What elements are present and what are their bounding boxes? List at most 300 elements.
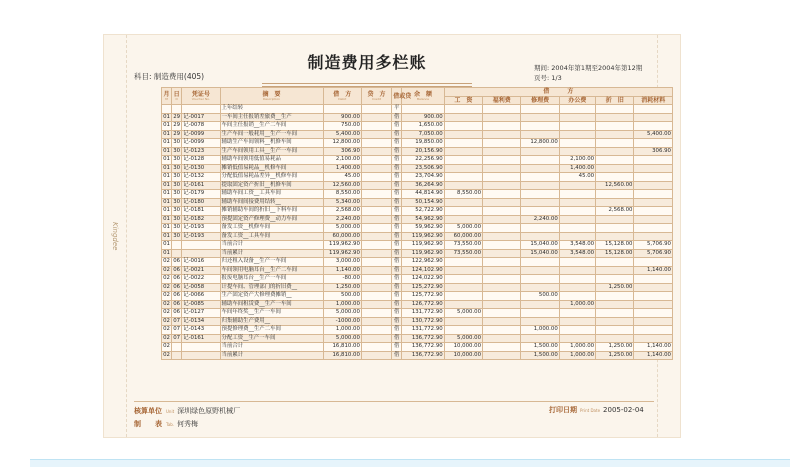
cell-repair: 2,240.00 (521, 215, 559, 224)
cell-office (559, 215, 595, 224)
cell-description: 报废电脑耳台__生产一车间 (220, 275, 323, 284)
cell-description: 上年结转 (220, 105, 323, 114)
cell-debit: -1000.00 (323, 317, 361, 326)
table-row (162, 292, 673, 301)
cell-month: 02 (163, 343, 170, 349)
cell-debit: 1,000.00 (323, 326, 361, 335)
table-row (162, 326, 673, 335)
cell-credit (361, 181, 391, 190)
cell-materials: 1,140.00 (634, 351, 673, 360)
cell-wages: 10,000.00 (444, 343, 482, 352)
cell-welfare (483, 156, 521, 165)
cell-month: 01 (163, 156, 170, 162)
cell-credit (361, 105, 391, 114)
cell-month: 01 (163, 113, 170, 120)
cell-credit (361, 266, 391, 275)
cell-dc: 借 (392, 156, 402, 165)
cell-repair (521, 156, 559, 165)
cell-wages (444, 292, 482, 301)
cell-debit (323, 105, 361, 114)
cell-office: 1,000.00 (559, 351, 595, 360)
cell-day: 30 (173, 198, 181, 205)
cell-day: 06 (173, 309, 181, 315)
cell-welfare (483, 309, 521, 318)
cell-voucher: 记-0181 (182, 207, 220, 216)
title-box (262, 44, 472, 87)
cell-voucher: 记-0143 (182, 326, 220, 335)
cell-dc: 借 (392, 300, 402, 309)
table-row (162, 122, 673, 131)
cell-wages (444, 156, 482, 165)
cell-credit (361, 215, 391, 224)
cell-repair (521, 207, 559, 216)
cell-debit: 750.00 (323, 122, 361, 131)
table-row (162, 317, 673, 326)
cell-materials (634, 317, 673, 326)
table-row (162, 232, 673, 241)
ledger-body (162, 105, 673, 360)
cell-repair (521, 113, 559, 122)
cell-month: 01 (163, 139, 170, 145)
cell-office (559, 275, 595, 284)
cell-voucher: 记-0127 (182, 309, 220, 318)
cell-welfare (483, 249, 521, 258)
cell-credit (361, 258, 391, 267)
cell-month: 02 (163, 326, 170, 332)
cell-repair (521, 164, 559, 173)
col-day: 日 D (172, 88, 182, 105)
col-wages: 工 资 (444, 96, 482, 105)
table-row (162, 207, 673, 216)
col-balance: 余 额 Balance (402, 88, 444, 105)
cell-balance: 7,050.00 (402, 130, 444, 139)
cell-wages (444, 266, 482, 275)
period-value: 2004年第1期至2004年第12期 (551, 64, 643, 72)
cell-depreciation (596, 258, 634, 267)
cell-materials (634, 334, 673, 343)
cell-balance: 136,772.90 (402, 351, 444, 360)
cell-debit: 119,962.90 (323, 241, 361, 250)
cell-credit (361, 300, 391, 309)
period-block (534, 63, 642, 83)
cell-month: 02 (163, 309, 170, 315)
cell-welfare (483, 317, 521, 326)
print-date-label: 打印日期 (549, 406, 577, 414)
cell-office (559, 139, 595, 148)
cell-materials (634, 232, 673, 241)
cell-description: 备发工资__机修车间 (220, 224, 323, 233)
cell-depreciation: 1,250.00 (596, 283, 634, 292)
maker-en-label: Tab. (166, 422, 175, 427)
table-row (162, 105, 673, 114)
cell-depreciation: 12,560.00 (596, 181, 634, 190)
cell-description: 当前合计 (220, 343, 323, 352)
left-perforation-strip (104, 35, 127, 437)
cell-description: 计提车间、管理部门的折旧费__ (220, 283, 323, 292)
cell-month: 01 (163, 122, 170, 128)
cell-balance: 900.00 (402, 113, 444, 122)
cell-dc: 借 (392, 292, 402, 301)
cell-debit: 5,400.00 (323, 130, 361, 139)
cell-credit (361, 139, 391, 148)
cell-balance (402, 105, 444, 114)
cell-description: 归还租入设备__生产一车间 (220, 258, 323, 267)
cell-month: 02 (163, 334, 170, 341)
cell-welfare (483, 147, 521, 156)
page-value: 1/3 (551, 74, 562, 82)
cell-materials (634, 207, 673, 216)
cell-office (559, 326, 595, 335)
cell-month: 01 (163, 215, 170, 222)
cell-depreciation: 15,128.00 (596, 241, 634, 250)
cell-repair (521, 105, 559, 114)
cell-dc: 借 (392, 207, 402, 216)
cell-depreciation (596, 173, 634, 182)
cell-description: 分配低值易耗品差异__机修车间 (220, 173, 323, 182)
cell-wages: 10,000.00 (444, 351, 482, 360)
cell-month: 02 (163, 317, 170, 324)
cell-office: 45.00 (559, 173, 595, 182)
cell-debit: 1,400.00 (323, 164, 361, 173)
cell-day: 29 (173, 130, 181, 137)
cell-voucher: 记-0182 (182, 215, 220, 224)
cell-credit (361, 232, 391, 241)
cell-depreciation (596, 164, 634, 173)
cell-welfare (483, 173, 521, 182)
cell-wages (444, 258, 482, 267)
cell-wages (444, 147, 482, 156)
cell-balance: 36,264.90 (402, 181, 444, 190)
cell-month: 01 (163, 249, 170, 256)
cell-description: 当前累计 (220, 249, 323, 258)
table-row (162, 309, 673, 318)
period-line (534, 63, 642, 73)
cell-office (559, 292, 595, 301)
cell-day (172, 343, 182, 352)
cell-wages (444, 326, 482, 335)
bottom-band (30, 459, 790, 467)
cell-voucher (182, 249, 220, 258)
cell-month: 02 (163, 266, 170, 273)
cell-depreciation: 15,128.00 (596, 249, 634, 258)
cell-wages (444, 173, 482, 182)
cell-repair: 15,040.00 (521, 249, 559, 258)
cell-balance: 59,962.90 (402, 224, 444, 233)
cell-debit: 5,000.00 (323, 224, 361, 233)
cell-day: 30 (173, 207, 181, 213)
cell-welfare (483, 351, 521, 360)
cell-office (559, 130, 595, 139)
cell-month: 01 (163, 207, 170, 213)
cell-welfare (483, 326, 521, 335)
cell-balance: 19,850.00 (402, 139, 444, 148)
cell-debit: 12,800.00 (323, 139, 361, 148)
cell-repair: 1,000.00 (521, 326, 559, 335)
cell-day: 06 (173, 266, 181, 273)
cell-debit: 2,100.00 (323, 156, 361, 165)
cell-debit: 500.00 (323, 292, 361, 301)
cell-wages (444, 113, 482, 122)
unit-line (134, 405, 240, 418)
cell-month: 01 (163, 241, 170, 247)
cell-materials (634, 215, 673, 224)
cell-materials (634, 275, 673, 284)
cell-balance: 124,102.90 (402, 266, 444, 275)
brand-logo: Kingdee (111, 221, 119, 251)
cell-depreciation (596, 122, 634, 131)
cell-voucher: 记-0017 (182, 113, 220, 122)
cell-description: 车间领用电脑耳台__生产二车间 (220, 266, 323, 275)
cell-description: 生产固定资产大修理费摊销__ (220, 292, 323, 301)
maker-label: 制 表 (134, 420, 162, 428)
cell-month: 01 (163, 224, 170, 230)
cell-debit: 45.00 (323, 173, 361, 182)
cell-day: 29 (173, 113, 181, 120)
table-row (162, 113, 673, 122)
cell-month: 01 (163, 190, 170, 196)
cell-welfare (483, 292, 521, 301)
table-row (162, 130, 673, 139)
ledger-header (162, 88, 673, 105)
table-row (162, 258, 673, 267)
cell-repair (521, 283, 559, 292)
cell-depreciation (596, 139, 634, 148)
cell-welfare (483, 207, 521, 216)
cell-depreciation (596, 300, 634, 309)
table-row (162, 173, 673, 182)
cell-dc: 借 (392, 147, 402, 156)
cell-welfare (483, 334, 521, 343)
cell-materials (634, 309, 673, 318)
cell-credit (361, 343, 391, 352)
cell-credit (361, 113, 391, 122)
cell-balance: 52,722.90 (402, 207, 444, 216)
cell-materials (634, 224, 673, 233)
cell-office: 1,400.00 (559, 164, 595, 173)
cell-materials (634, 292, 673, 301)
cell-debit: 2,568.00 (323, 207, 361, 216)
cell-balance: 119,962.90 (402, 249, 444, 258)
cell-credit (361, 156, 391, 165)
cell-debit: 60,000.00 (323, 232, 361, 241)
table-row (162, 241, 673, 250)
cell-office: 3,548.00 (559, 249, 595, 258)
cell-day: 30 (173, 190, 181, 196)
cell-description: 辅助车间间接费用结转__ (220, 198, 323, 207)
cell-voucher: 记-0085 (182, 300, 220, 309)
cell-credit (361, 275, 391, 284)
cell-repair (521, 300, 559, 309)
subject-line (134, 71, 204, 82)
cell-depreciation (596, 317, 634, 326)
cell-repair (521, 130, 559, 139)
cell-welfare (483, 113, 521, 122)
cell-dc: 借 (392, 266, 402, 275)
cell-depreciation (596, 326, 634, 335)
cell-depreciation (596, 275, 634, 284)
col-office: 办公费 (559, 96, 595, 105)
cell-materials (634, 181, 673, 190)
cell-debit: 306.90 (323, 147, 361, 156)
cell-materials (634, 105, 673, 114)
col-month: 月 M (162, 88, 172, 105)
unit-en-label: Unit (166, 409, 175, 414)
cell-materials (634, 258, 673, 267)
cell-balance: 20,156.90 (402, 147, 444, 156)
cell-day: 06 (173, 292, 181, 298)
unit-value: 深圳绿色原野机械厂 (177, 407, 241, 415)
cell-dc: 借 (392, 241, 402, 250)
cell-wages: 73,550.00 (444, 241, 482, 250)
cell-welfare (483, 198, 521, 207)
cell-welfare (483, 181, 521, 190)
cell-office (559, 258, 595, 267)
cell-balance: 124,022.90 (402, 275, 444, 284)
cell-description: 摊销辅助车间的折旧__下料车间 (220, 207, 323, 216)
table-row (162, 215, 673, 224)
cell-day: 07 (173, 326, 181, 332)
cell-credit (361, 241, 391, 250)
cell-debit: -80.00 (323, 275, 361, 284)
cell-welfare (483, 266, 521, 275)
cell-wages (444, 105, 482, 114)
cell-credit (361, 122, 391, 131)
cell-dc: 借 (392, 334, 402, 343)
cell-balance: 136,772.90 (402, 334, 444, 343)
cell-voucher: 记-0132 (182, 173, 220, 182)
cell-depreciation (596, 105, 634, 114)
maker-value: 何秀梅 (177, 420, 199, 428)
cell-office: 1,000.00 (559, 300, 595, 309)
ledger-table (161, 87, 673, 360)
cell-balance: 22,256.90 (402, 156, 444, 165)
cell-wages: 60,000.00 (444, 232, 482, 241)
cell-repair: 500.00 (521, 292, 559, 301)
cell-debit: 5,000.00 (323, 309, 361, 318)
cell-month: 02 (163, 283, 170, 290)
cell-debit: 119,962.90 (323, 249, 361, 258)
cell-materials: 5,400.00 (634, 130, 673, 139)
col-description: 摘 要 Description (220, 88, 323, 105)
cell-depreciation (596, 215, 634, 224)
cell-repair (521, 275, 559, 284)
cell-dc: 借 (392, 343, 402, 352)
cell-welfare (483, 215, 521, 224)
table-row (162, 147, 673, 156)
cell-repair: 12,800.00 (521, 139, 559, 148)
title-double-rule (262, 83, 472, 84)
col-dc: 借或贷 (392, 88, 402, 105)
cell-depreciation (596, 156, 634, 165)
cell-voucher: 记-0193 (182, 224, 220, 233)
cell-credit (361, 249, 391, 258)
cell-depreciation (596, 232, 634, 241)
cell-day: 30 (173, 139, 181, 145)
cell-month: 01 (163, 147, 170, 154)
table-row (162, 334, 673, 343)
cell-materials (634, 164, 673, 173)
cell-description: 归集辅助生产费用__ (220, 317, 323, 326)
cell-voucher: 记-0099 (182, 130, 220, 139)
cell-repair: 15,040.00 (521, 241, 559, 250)
cell-materials (634, 283, 673, 292)
cell-office (559, 113, 595, 122)
cell-credit (361, 283, 391, 292)
cell-day: 06 (173, 258, 181, 264)
cell-welfare (483, 224, 521, 233)
cell-materials (634, 326, 673, 335)
cell-wages (444, 130, 482, 139)
cell-depreciation (596, 147, 634, 156)
cell-month: 01 (163, 181, 170, 188)
cell-welfare (483, 258, 521, 267)
cell-welfare (483, 232, 521, 241)
cell-month: 01 (163, 232, 170, 239)
cell-wages (444, 283, 482, 292)
ledger-paper (104, 35, 680, 437)
cell-day: 06 (173, 300, 181, 307)
cell-voucher: 记-0123 (182, 147, 220, 156)
cell-day: 30 (173, 181, 181, 188)
cell-dc: 借 (392, 113, 402, 122)
cell-voucher (182, 343, 220, 352)
cell-voucher: 记-0022 (182, 275, 220, 284)
cell-voucher: 记-0161 (182, 334, 220, 343)
cell-day: 30 (173, 164, 181, 171)
print-date-value: 2005-02-04 (603, 406, 644, 414)
print-date (549, 405, 644, 415)
cell-debit: 900.00 (323, 113, 361, 122)
cell-balance: 122,962.90 (402, 258, 444, 267)
cell-credit (361, 173, 391, 182)
cell-balance: 130,772.90 (402, 317, 444, 326)
cell-description: 车间年终奖__生产一车间 (220, 309, 323, 318)
cell-voucher: 记-0128 (182, 156, 220, 165)
cell-office (559, 334, 595, 343)
cell-month: 01 (163, 130, 170, 137)
cell-debit: 3,000.00 (323, 258, 361, 267)
cell-depreciation (596, 130, 634, 139)
cell-repair: 1,500.00 (521, 351, 559, 360)
cell-wages: 5,000.00 (444, 334, 482, 343)
cell-materials (634, 173, 673, 182)
cell-repair (521, 266, 559, 275)
unit-label: 核算单位 (134, 407, 162, 415)
cell-wages (444, 139, 482, 148)
cell-office (559, 122, 595, 131)
cell-voucher: 记-0078 (182, 122, 220, 131)
footer-block (134, 405, 240, 431)
cell-day: 06 (173, 275, 181, 281)
cell-balance: 23,704.90 (402, 173, 444, 182)
cell-debit: 5,340.00 (323, 198, 361, 207)
cell-materials (634, 198, 673, 207)
cell-credit (361, 351, 391, 360)
cell-dc: 借 (392, 224, 402, 233)
cell-voucher: 记-0016 (182, 258, 220, 267)
col-credit: 贷 方 Credit (361, 88, 391, 105)
cell-day (172, 249, 182, 258)
cell-wages: 5,000.00 (444, 309, 482, 318)
cell-wages (444, 122, 482, 131)
cell-balance: 54,962.90 (402, 215, 444, 224)
cell-description: 提取固定资产折旧__机修车间 (220, 181, 323, 190)
cell-office (559, 309, 595, 318)
cell-month: 02 (163, 351, 170, 358)
cell-day: 30 (173, 156, 181, 162)
cell-debit: 8,550.00 (323, 190, 361, 199)
cell-credit (361, 198, 391, 207)
